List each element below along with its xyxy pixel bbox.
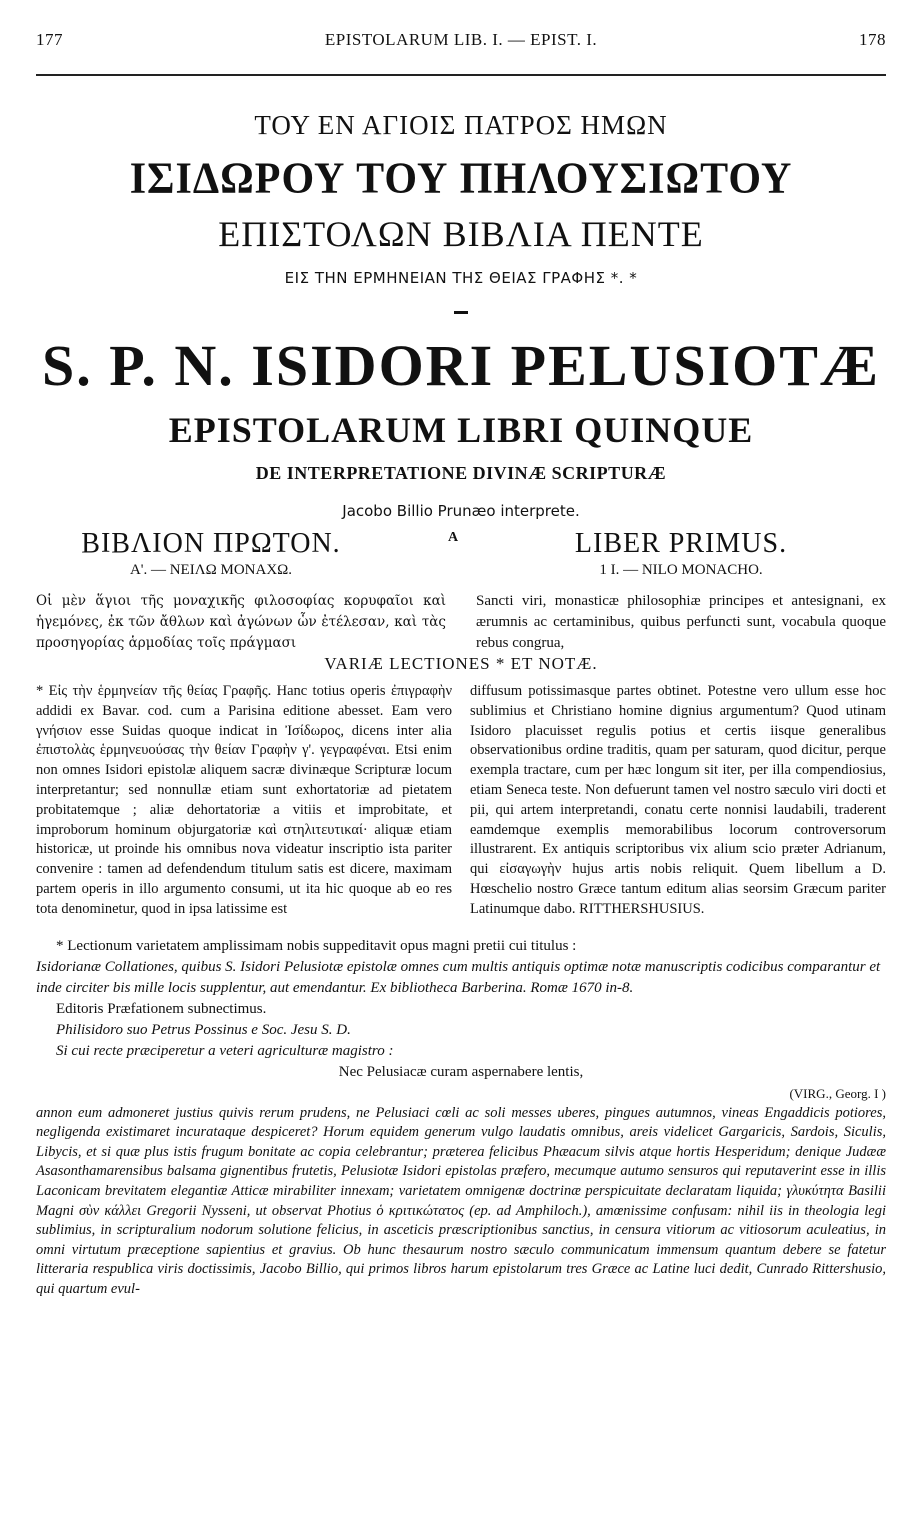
greek-book-title: ΒΙΒΛΙΟΝ ΠΡΩΤΟΝ. xyxy=(81,528,341,559)
latin-title-line-3: DE INTERPRETATIONE DIVINÆ SCRIPTURÆ xyxy=(255,463,667,483)
latin-text: Sancti viri, monasticæ philosophiæ principes et antesignani, ex ærumnis ac certaminibus, quibus perfuncti sunt, vocabula quoque rebus congrua, xyxy=(476,593,886,651)
greek-title-line-4: ΕΙΣ ΤΗΝ ΕΡΜΗΝΕΙΑΝ ΤΗΣ ΘΕΙΑΣ ΓΡΑΦΗΣ *. * xyxy=(284,269,638,287)
notes-columns xyxy=(36,682,886,920)
notes-right: diffusum potissimasque partes obtinet. Potestne vero ullum esse hoc sublimius et Christiano homine dignius argumentum? Quod utinam Isidoro placuisset regulis potius et certis iisque generalibus observationibus ordine traditis, quam per saturam, quod dicitur, perque exempla tractare, cum per hæc longum sit iter, per illa compendiosius, etiam Seneca teste. Non defuerunt tamen vel nostro sæculo viri docti et pii, qui artem interpretandi, conatu certe nonnisi laudabili, traderent eamdemque exemplis memorabilibus locorum controversorum illustrarent. Ex antiquis scriptoribus vix alium scio præter Adrianum, qui εἰσαγωγὴν hujus artis nobis reliquit. Quem libellum a D. Hœschelio nostro Græce tantum editum alias seorsim Græcum pariter Latinumque dabo. RITTHERSHUSIUS. xyxy=(470,683,886,917)
page xyxy=(36,30,886,1300)
greek-title-line-2: ΙΣΙΔΩΡΟΥ ΤΟΥ ΠΗΛΟΥΣΙΩΤΟΥ xyxy=(129,154,793,204)
preface-section xyxy=(36,936,886,1300)
salutation: Philisidoro suo Petrus Possinus e Soc. Jesu S. D. xyxy=(56,1021,351,1038)
latin-letter-heading: 1 I. — NILO MONACHO. xyxy=(599,562,763,578)
latin-title-line-2: EPISTOLARUM LIBRI QUINQUE xyxy=(168,410,754,450)
collationes-title: Isidorianæ Collationes, quibus S. Isidori Pelusiotæ epistolæ omnes cum multis antiquis optimæ notæ manuscriptis codicibus comparantur et inde circiter bis mille locis supplentur, aut emendantur. Ex bibliotheca Barberina. Romæ 1670 in-8. xyxy=(36,958,881,996)
preface-body: annon eum admoneret justius quivis rerum prudens, ne Pelusiaci cœli ac soli messes uberes, pingues autumnos, vineas Engaddicis potiores, negligenda existimaret incurataque despiceret? Horum equidem generum vulgo laudatis omnibus, areis videlicet Gargaricis, Sardois, Siculis, Libycis, et si quæ plus istis frugum bonitate ac copia celebrantur; præterea felicibus Phæacum silvis atque hortis Hesperidum; denique Judææ Asasonthamarensibus balsama gignentibus frutetis, Pelusiotæ Isidori epistolas præfero, mecumque autumo sensuros qui reputaverint esse in illis Laconicam brevitatem elegantiæ Atticæ mirabiliter innexam; varietatem omnigenæ doctrinæ perspicuitate declaratam liquida; γλυκύτητα Basilii Magni σὺν κάλλει Gregorii Nysseni, ut observat Photius ὁ κριτικώτατος (ep. ad Amphiloch.), amœnissime confusam: nihil iis in theologia legi sublimius, in scripturalium nodorum solutione felicius, in asceticis præscriptionibus sanctius, in censura vitiorum ac vitiosorum aculeatius, in omni virtutum præceptione sapientius et gravius. Ob hunc thesaurum nostro sæculo communicatum immensum quantum debere se fatetur litteraria respublica viris doctissimis, Jacobo Billio, qui primos libros harum epistolarum tres Græce ac Latine luci dedit, Cunrado Rittershusio, qui quartum evul- xyxy=(36,1104,886,1297)
running-title: EPISTOLARUM LIB. I. — EPIST. I. xyxy=(324,30,598,49)
variae-lectiones-heading: VARIÆ LECTIONES * ET NOTÆ. xyxy=(324,654,598,673)
preface-intro: * Lectionum varietatem amplissimam nobis suppeditavit opus magni pretii cui titulus : xyxy=(56,937,577,954)
latin-column xyxy=(476,528,886,654)
greek-letter-heading: Α'. — ΝΕΙΛΩ ΜΟΝΑΧΩ. xyxy=(129,562,293,578)
greek-title-line-3: ΕΠΙΣΤΟΛΩΝ ΒΙΒΛΙΑ ΠΕΝΤΕ xyxy=(218,214,704,254)
verse-reference: (VIRG., Georg. I ) xyxy=(789,1085,886,1101)
margin-marker-a: A xyxy=(448,530,459,545)
interpreter-line: Jacobo Billio Prunæo interprete. xyxy=(342,502,580,520)
notes-left: * Εἰς τὴν ἑρμηνείαν τῆς θείας Γραφῆς. Hanc totius operis ἐπιγραφὴν addidi ex Bavar. cod. cum a Parisina editione abesset. Eam vero γνήσιον esse Suidas quoque indicat in Ἰσίδωρος, dicens inter alia ἐπιστολὰς ἑρμηνευούσας τὴν θείαν Γραφὴν γ'. γεγραφέναι. Etsi enim non omnes Isidori epistolæ aliquem sacræ divinæque Scripturæ locum interpretantur; sed nonnullæ etiam sunt exhortatoriæ ad pietatem probitatemque ; aliæ dehortatoriæ a vitiis et improbitate, et improborum hominum objurgatoriæ καὶ στηλιτευτικαί· aliquæ etiam historicæ, ut proinde his omnibus nova videatur inscriptio ista pariter convenire : tamen ad defendendum titulum satis est dicere, maximam partem operis in illo argumento consumi, ut ita hic quoque ab eo res tota denominetur, quod in ipsa latissime est xyxy=(36,683,452,917)
opening-line: Si cui recte præciperetur a veteri agriculturæ magistro : xyxy=(56,1042,394,1059)
greek-column xyxy=(36,528,446,654)
book-columns xyxy=(36,528,886,654)
header-rule xyxy=(36,74,886,76)
latin-title-line-1: S. P. N. ISIDORI PELUSIOTÆ xyxy=(42,333,880,398)
greek-text: Οἱ μὲν ἅγιοι τῆς μοναχικῆς φιλοσοφίας κορυφαῖοι καὶ ἡγεμόνες, ἐκ τῶν ἄθλων καὶ ἀγώνων ὧν ἐτέλεσαν, καὶ τὰς προσηγορίας ἁρμοδίας τοῖς πράγμασι xyxy=(36,593,446,651)
latin-book-title: LIBER PRIMUS. xyxy=(574,528,788,559)
preface-note: Editoris Præfationem subnectimus. xyxy=(56,1000,267,1017)
page-number-right: 178 xyxy=(859,30,886,49)
title-divider xyxy=(454,311,468,314)
running-header xyxy=(36,30,886,52)
page-number-left: 177 xyxy=(36,30,63,49)
verse-quote: Nec Pelusiacæ curam aspernabere lentis, xyxy=(338,1063,584,1080)
greek-title-line-1: ΤΟΥ ΕΝ ΑΓΙΟΙΣ ΠΑΤΡΟΣ ΗΜΩΝ xyxy=(254,110,668,140)
